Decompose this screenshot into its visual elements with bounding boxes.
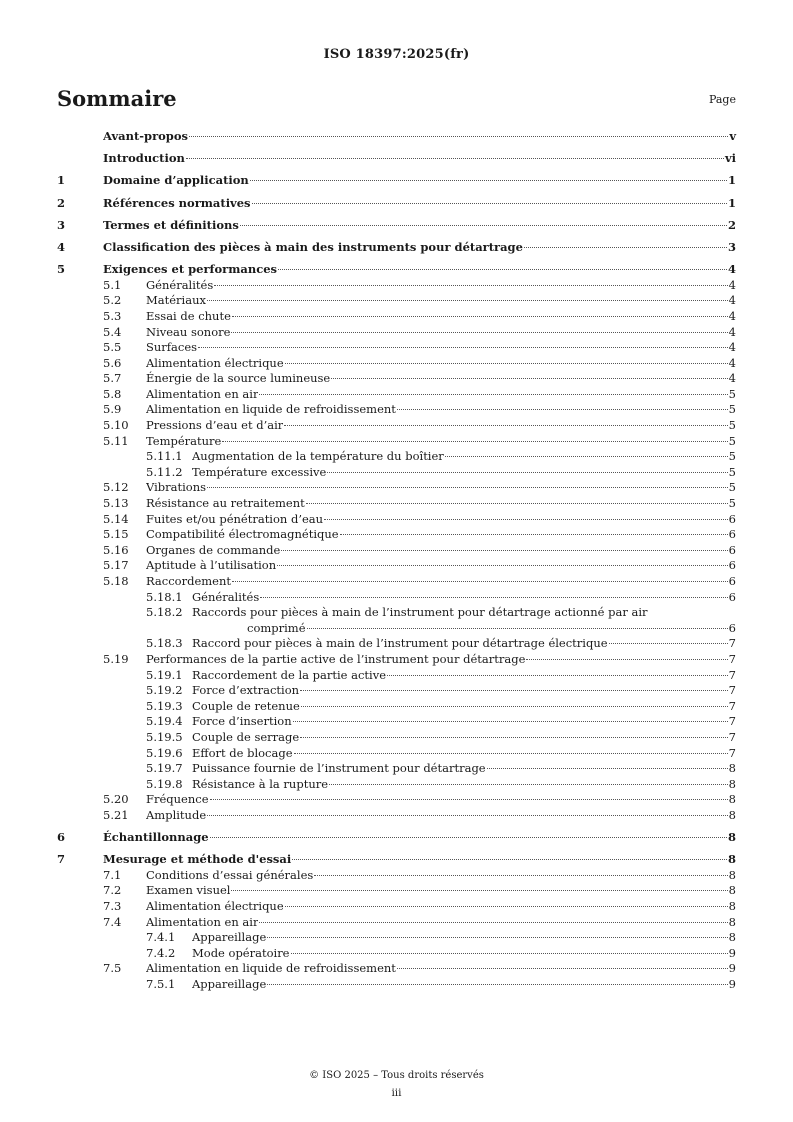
toc-entry-number: 5.11.2 [146, 464, 183, 479]
toc-entry-title: Mesurage et méthode d'essai [103, 852, 292, 867]
toc-entry-title: Raccord pour pièces à main de l’instrument pour détartrage électrique [192, 636, 608, 651]
toc-entry-number: 7.5 [103, 961, 122, 976]
toc-entry-page: 4 [728, 340, 736, 355]
toc-entry-number: 5.19 [103, 651, 129, 666]
toc-entry-number: 5.9 [103, 402, 122, 417]
toc-entry-page: 5 [728, 496, 736, 511]
toc-entry-number: 7.4.2 [146, 945, 176, 960]
dot-leader [284, 425, 727, 426]
toc-entry-page: 2 [727, 217, 736, 232]
toc-entry-page: 5 [728, 433, 736, 448]
dot-leader [267, 984, 727, 985]
dot-leader [445, 456, 728, 457]
toc-entry-page: 4 [728, 293, 736, 308]
toc-entry-title: Termes et définitions [103, 217, 239, 232]
toc-entry[interactable] [57, 196, 736, 212]
toc-entry[interactable] [57, 792, 736, 808]
toc-entry-title: Alimentation en air [146, 386, 259, 401]
dot-leader [294, 753, 728, 754]
toc-entry-title: Raccords pour pièces à main de l’instrument pour détartrage actionné par air [192, 605, 648, 620]
dot-leader [250, 180, 727, 181]
dot-leader [260, 597, 727, 598]
toc-entry-number: 5.21 [103, 807, 129, 822]
toc-entry-page: 9 [728, 961, 736, 976]
toc-entry[interactable] [57, 371, 736, 387]
toc-entry-title: Augmentation de la température du boîtier [192, 449, 444, 464]
toc-entry-page: 8 [728, 883, 736, 898]
toc-entry-number: 5.3 [103, 308, 122, 323]
toc-entry-number: 7 [57, 852, 66, 867]
toc-entry[interactable] [57, 668, 736, 684]
toc-entry-page: 8 [728, 867, 736, 882]
document-id-header: ISO 18397:2025(fr) [323, 47, 470, 62]
toc-entry-title: Alimentation électrique [146, 355, 284, 370]
toc-entry-title: Alimentation en liquide de refroidissement [146, 402, 396, 417]
toc-entry-number: 5.13 [103, 496, 129, 511]
toc-entry-page: 6 [728, 542, 736, 557]
dot-leader [189, 136, 728, 137]
toc-entry[interactable] [57, 930, 736, 946]
toc-entry[interactable] [57, 512, 736, 528]
toc-entry[interactable] [57, 129, 736, 145]
toc-entry-number: 5.18.2 [146, 605, 183, 620]
toc-entry-number: 1 [57, 173, 66, 188]
toc-entry[interactable] [57, 480, 736, 496]
toc-entry-number: 5.19.1 [146, 667, 183, 682]
toc-entry[interactable] [57, 293, 736, 309]
toc-entry-number: 4 [57, 239, 66, 254]
page-column-label: Page [708, 93, 736, 106]
toc-entry[interactable] [57, 527, 736, 543]
toc-entry-page: 4 [728, 277, 736, 292]
dot-leader [307, 628, 728, 629]
toc-entry-number: 2 [57, 195, 66, 210]
toc-entry-number: 5.7 [103, 371, 122, 386]
toc-entry-page: 6 [728, 558, 736, 573]
toc-entry[interactable] [57, 418, 736, 434]
dot-leader [267, 937, 727, 938]
footer-copyright: © ISO 2025 – Tous droits réservés [309, 1070, 484, 1081]
toc-entry-title: Puissance fournie de l’instrument pour détartrage [192, 761, 486, 776]
dot-leader [210, 799, 728, 800]
toc-entry-page: 8 [728, 930, 736, 945]
toc-entry[interactable] [57, 590, 736, 606]
toc-entry[interactable] [57, 356, 736, 372]
toc-entry-title: Température excessive [192, 464, 327, 479]
dot-leader [240, 225, 727, 226]
dot-leader [324, 519, 728, 520]
toc-entry-page: 5 [728, 418, 736, 433]
toc-entry-number: 5.18 [103, 574, 129, 588]
toc-entry-page: 9 [728, 945, 736, 960]
toc-entry[interactable] [57, 808, 736, 824]
toc-entry-title: Raccordement de la partie active [192, 667, 387, 682]
dot-leader [300, 690, 728, 691]
dot-leader [186, 158, 724, 159]
dot-leader [207, 815, 728, 816]
toc-entry[interactable] [57, 558, 736, 574]
toc-entry-number: 5.18.3 [146, 636, 183, 651]
toc-entry-number: 7.5.1 [146, 977, 176, 992]
toc-entry-page: 7 [728, 745, 736, 760]
toc-entry-page: 4 [728, 308, 736, 323]
toc-entry-page: 7 [728, 729, 736, 744]
dot-leader [314, 875, 727, 876]
dot-leader [340, 534, 728, 535]
dot-leader [300, 737, 727, 738]
toc-entry[interactable] [57, 543, 736, 559]
toc-entry-number: 5.16 [103, 542, 129, 557]
toc-entry[interactable] [57, 151, 736, 167]
toc-entry-title: Fréquence [146, 792, 209, 807]
toc-entry-page: 9 [728, 977, 736, 992]
toc-entry-page: 4 [727, 262, 736, 277]
toc-entry-title-continued: comprimé [247, 620, 306, 635]
toc-entry-page: 7 [728, 698, 736, 713]
toc-entry-number: 5.19.4 [146, 714, 183, 729]
toc-entry-title: Introduction [103, 151, 185, 166]
toc-entry-number: 7.4.1 [146, 930, 176, 945]
toc-entry-title: Amplitude [146, 807, 207, 822]
toc-entry-page: 8 [728, 914, 736, 929]
toc-entry-title: Résistance au retraitement [146, 496, 305, 511]
toc-entry-page: 7 [728, 636, 736, 651]
dot-leader [207, 487, 728, 488]
toc-entry[interactable] [57, 434, 736, 450]
toc-entry[interactable] [57, 325, 736, 341]
toc-entry-page: 7 [728, 714, 736, 729]
toc-entry-number: 5.11.1 [146, 449, 183, 464]
toc-entry[interactable] [57, 852, 736, 868]
toc-entry-number: 5.8 [103, 386, 122, 401]
toc-entry[interactable] [57, 899, 736, 915]
toc-entry[interactable] [57, 240, 736, 256]
toc-entry-page: 4 [728, 355, 736, 370]
dot-leader [232, 581, 728, 582]
toc-entry[interactable] [57, 262, 736, 278]
dot-leader [306, 503, 728, 504]
toc-entry-title: Raccordement [146, 574, 231, 588]
toc-entry-page: 7 [728, 651, 736, 666]
toc-entry-number: 5.19.5 [146, 729, 183, 744]
toc-entry-page: 8 [728, 776, 736, 791]
toc-entry-page: 5 [728, 480, 736, 495]
toc-entry-title: Conditions d’essai générales [146, 867, 314, 882]
dot-leader [210, 837, 727, 838]
toc-entry-title: Références normatives [103, 195, 251, 210]
toc-entry[interactable] [57, 746, 736, 762]
toc-entry-number: 5.19.3 [146, 698, 183, 713]
toc-entry-page: vi [724, 151, 736, 166]
toc-entry-title: Aptitude à l’utilisation [146, 558, 277, 573]
toc-entry[interactable] [57, 883, 736, 899]
dot-leader [207, 300, 728, 301]
toc-entry[interactable] [57, 340, 736, 356]
dot-leader [329, 784, 728, 785]
toc-entry-title: Essai de chute [146, 308, 231, 323]
toc-entry-page: v [729, 129, 736, 143]
toc-entry-page: 6 [728, 574, 736, 588]
toc-entry[interactable] [57, 777, 736, 793]
toc-entry-number: 5.11 [103, 433, 129, 448]
toc-entry-page: 3 [727, 239, 736, 254]
toc-entry[interactable] [57, 961, 736, 977]
toc-entry-title: Performances de la partie active de l’instrument pour détartrage [146, 651, 526, 666]
toc-entry[interactable] [57, 278, 736, 294]
toc-entry[interactable] [57, 977, 736, 993]
dot-leader [222, 441, 727, 442]
dot-leader [285, 906, 728, 907]
toc-entry[interactable] [57, 830, 736, 846]
dot-leader [277, 565, 728, 566]
toc-entry-number: 3 [57, 217, 66, 232]
toc-entry-title: Mode opératoire [192, 945, 290, 960]
toc-entry-title: Matériaux [146, 293, 206, 308]
toc-entry-page: 8 [728, 899, 736, 914]
table-of-contents [57, 129, 736, 993]
dot-leader [259, 394, 727, 395]
toc-entry[interactable] [57, 714, 736, 730]
toc-entry-page: 4 [728, 324, 736, 339]
toc-entry-page: 8 [728, 792, 736, 807]
dot-leader [387, 675, 728, 676]
toc-entry-number: 6 [57, 830, 66, 845]
dot-leader [487, 768, 728, 769]
toc-entry[interactable] [57, 730, 736, 746]
toc-entry-title: Niveau sonore [146, 324, 231, 339]
dot-leader [231, 332, 727, 333]
toc-entry-number: 5.19.2 [146, 683, 183, 698]
toc-entry-page: 8 [727, 852, 736, 867]
toc-entry-number: 5.5 [103, 340, 122, 355]
toc-entry[interactable] [57, 915, 736, 931]
toc-entry-page: 1 [727, 173, 736, 188]
toc-entry-page: 8 [728, 761, 736, 776]
toc-entry-page: 4 [728, 371, 736, 386]
toc-entry-title: Effort de blocage [192, 745, 293, 760]
toc-entry-number: 7.1 [103, 867, 122, 882]
toc-entry-page: 8 [727, 830, 736, 845]
toc-entry-page: 5 [728, 386, 736, 401]
toc-entry[interactable] [57, 449, 736, 465]
dot-leader [293, 721, 728, 722]
toc-entry-title: Résistance à la rupture [192, 776, 329, 791]
toc-entry-number: 5.15 [103, 527, 129, 542]
dot-leader [526, 659, 727, 660]
toc-entry-title: Couple de retenue [192, 698, 300, 713]
toc-entry-number: 5.1 [103, 277, 122, 292]
toc-entry-number: 5.6 [103, 355, 122, 370]
dot-leader [281, 550, 727, 551]
toc-entry-title: Domaine d’application [103, 173, 249, 188]
toc-entry[interactable] [57, 309, 736, 325]
toc-entry-number: 5.14 [103, 511, 129, 526]
dot-leader [252, 203, 727, 204]
dot-leader [524, 247, 727, 248]
toc-entry-number: 5.19.8 [146, 776, 183, 791]
toc-entry-number: 5.20 [103, 792, 129, 807]
footer-page-number: iii [391, 1087, 402, 1099]
toc-entry-page: 7 [728, 667, 736, 682]
toc-entry-number: 5.19.7 [146, 761, 183, 776]
toc-entry-page: 6 [728, 620, 736, 635]
toc-entry[interactable] [57, 574, 736, 590]
toc-entry-page: 5 [728, 449, 736, 464]
toc-entry-number: 5.10 [103, 418, 129, 433]
dot-leader [259, 922, 727, 923]
toc-entry-page: 5 [728, 464, 736, 479]
toc-entry-title: Pressions d’eau et d’air [146, 418, 284, 433]
toc-entry-number: 5.18.1 [146, 589, 183, 604]
dot-leader [231, 890, 727, 891]
toc-entry-title: Fuites et/ou pénétration d’eau [146, 511, 324, 526]
toc-entry[interactable] [57, 605, 736, 636]
toc-entry-page: 6 [728, 589, 736, 604]
toc-entry[interactable] [57, 173, 736, 189]
toc-entry-page: 8 [728, 807, 736, 822]
toc-entry-title: Alimentation électrique [146, 899, 284, 914]
toc-entry-page: 7 [728, 683, 736, 698]
toc-entry-title: Vibrations [146, 480, 207, 495]
dot-leader [278, 269, 727, 270]
toc-entry-title: Appareillage [192, 977, 267, 992]
toc-entry-number: 5.17 [103, 558, 129, 573]
toc-entry[interactable] [57, 683, 736, 699]
dot-leader [301, 706, 728, 707]
toc-entry-page: 1 [727, 195, 736, 210]
dot-leader [232, 316, 728, 317]
toc-entry-page: 6 [728, 511, 736, 526]
toc-entry-title: Échantillonnage [103, 830, 209, 845]
toc-entry[interactable] [57, 761, 736, 777]
toc-entry[interactable] [57, 699, 736, 715]
toc-entry-title: Avant-propos [103, 129, 188, 143]
toc-entry-number: 5.4 [103, 324, 122, 339]
toc-entry-title: Examen visuel [146, 883, 231, 898]
toc-entry-number: 7.2 [103, 883, 122, 898]
toc-entry[interactable] [57, 652, 736, 668]
toc-entry-number: 7.4 [103, 914, 122, 929]
toc-entry-title: Organes de commande [146, 542, 281, 557]
toc-entry-number: 5.19.6 [146, 745, 183, 760]
dot-leader [397, 968, 728, 969]
dot-leader [292, 859, 727, 860]
toc-entry[interactable] [57, 387, 736, 403]
toc-entry-title: Classification des pièces à main des instruments pour détartrage [103, 239, 523, 254]
toc-entry[interactable] [57, 465, 736, 481]
dot-leader [327, 472, 727, 473]
toc-entry-title: Généralités [192, 589, 260, 604]
toc-entry-number: 5.2 [103, 293, 122, 308]
toc-entry-number: 5 [57, 262, 66, 277]
toc-entry[interactable] [57, 496, 736, 512]
dot-leader [285, 363, 728, 364]
toc-title: Sommaire [57, 86, 177, 111]
toc-entry-title: Compatibilité électromagnétique [146, 527, 339, 542]
toc-entry-title: Couple de serrage [192, 729, 300, 744]
toc-entry-number: 7.3 [103, 899, 122, 914]
toc-entry-title: Énergie de la source lumineuse [146, 371, 331, 386]
toc-entry[interactable] [57, 402, 736, 418]
dot-leader [214, 285, 727, 286]
toc-entry[interactable] [57, 218, 736, 234]
dot-leader [331, 378, 727, 379]
toc-entry-number: 5.12 [103, 480, 129, 495]
toc-entry-title: Alimentation en air [146, 914, 259, 929]
toc-entry-page: 6 [728, 527, 736, 542]
toc-entry-title: Alimentation en liquide de refroidissement [146, 961, 396, 976]
dot-leader [397, 409, 728, 410]
dot-leader [198, 347, 728, 348]
toc-entry-title: Exigences et performances [103, 262, 278, 277]
toc-entry-title: Température [146, 433, 222, 448]
toc-entry[interactable] [57, 636, 736, 652]
toc-entry[interactable] [57, 946, 736, 962]
toc-entry-title: Généralités [146, 277, 214, 292]
toc-entry-title: Force d’extraction [192, 683, 300, 698]
toc-entry-page: 5 [728, 402, 736, 417]
toc-entry-title: Surfaces [146, 340, 198, 355]
toc-entry[interactable] [57, 868, 736, 884]
toc-entry-title: Appareillage [192, 930, 267, 945]
toc-entry-title: Force d’insertion [192, 714, 292, 729]
dot-leader [609, 643, 728, 644]
dot-leader [291, 953, 728, 954]
